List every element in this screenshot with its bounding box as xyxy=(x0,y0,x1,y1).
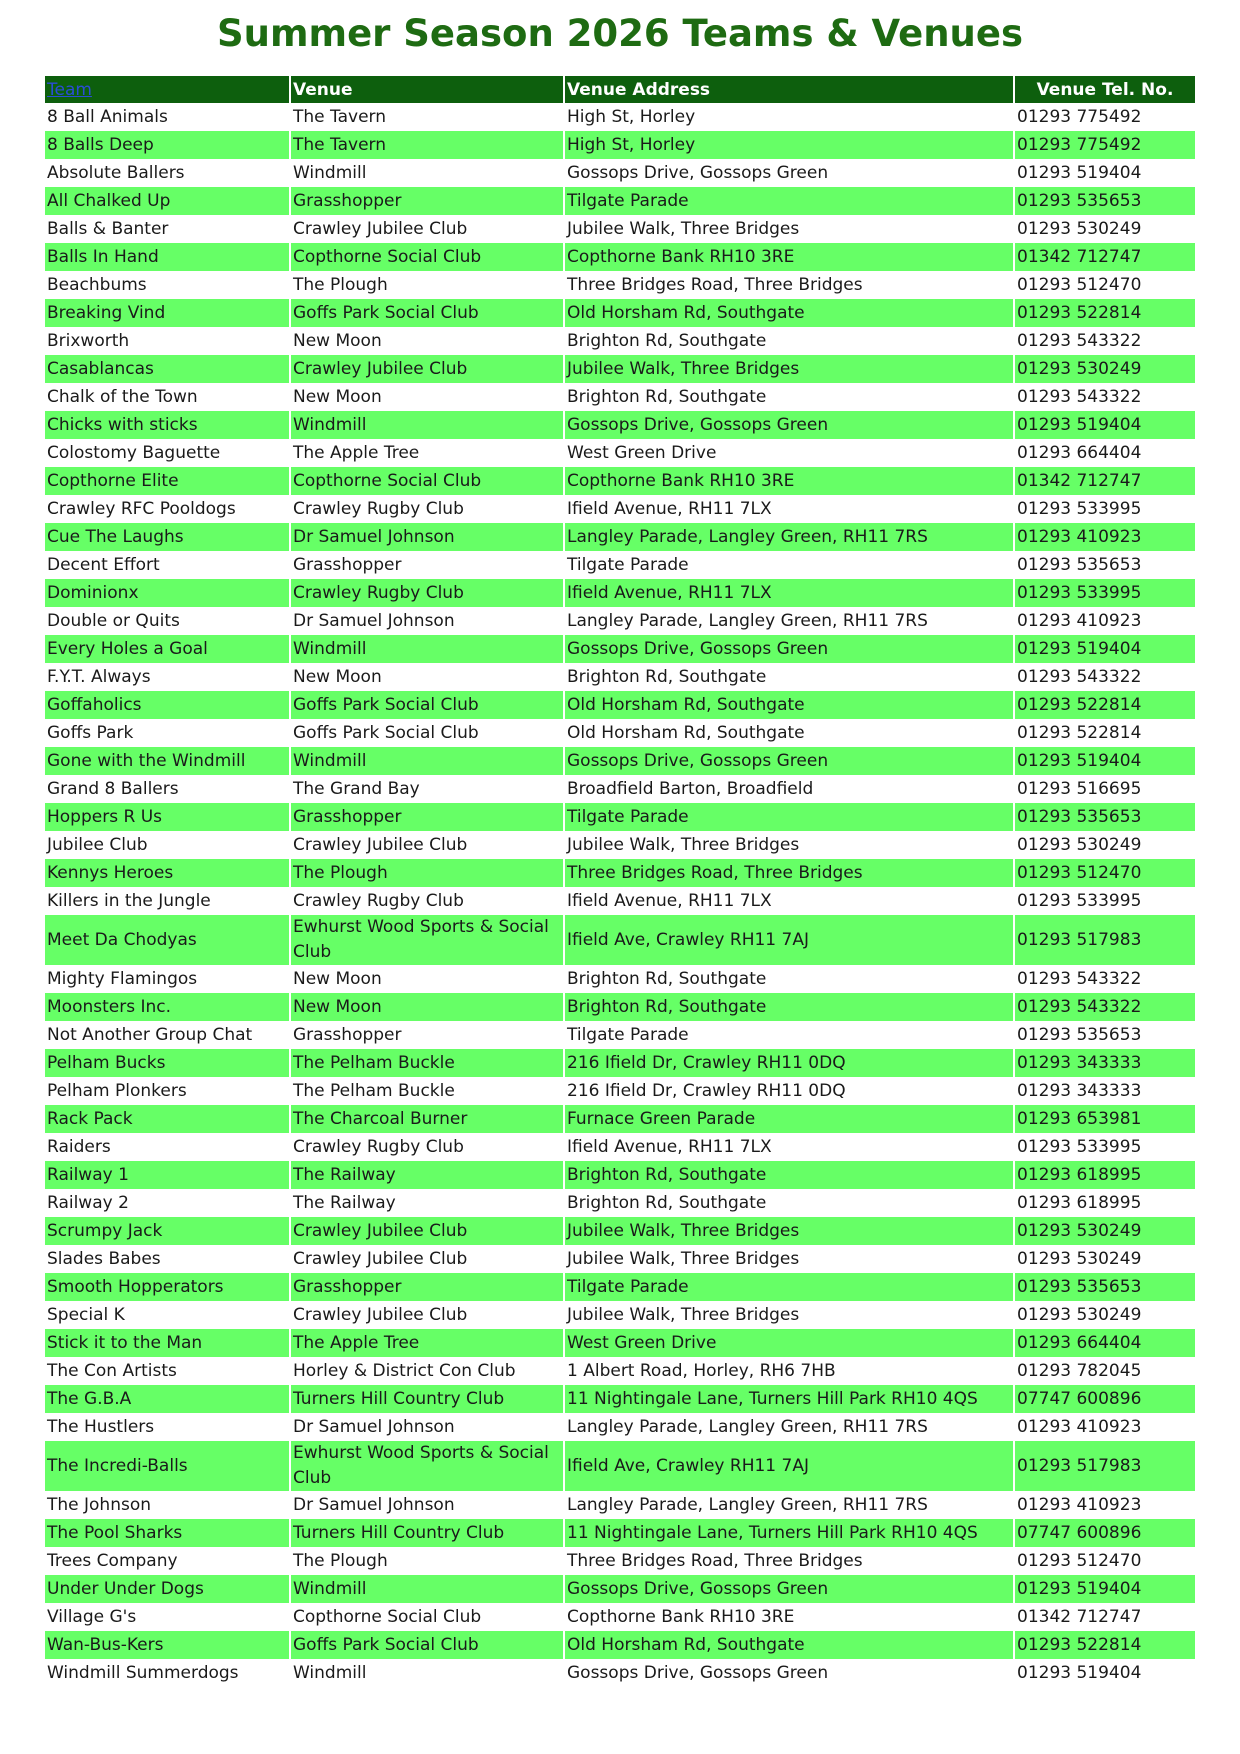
table-row xyxy=(45,1189,1195,1217)
table-row xyxy=(45,1575,1195,1603)
address-cell: Tilgate Parade xyxy=(564,551,1014,579)
address-cell: Tilgate Parade xyxy=(564,187,1014,215)
table-row xyxy=(45,1105,1195,1133)
venue-cell: Crawley Jubilee Club xyxy=(290,831,564,859)
tel-cell: 01293 343333 xyxy=(1014,1049,1195,1077)
table-row xyxy=(45,1077,1195,1105)
team-cell: Kennys Heroes xyxy=(45,859,290,887)
address-cell: 216 Ifield Dr, Crawley RH11 0DQ xyxy=(564,1077,1014,1105)
address-cell: Old Horsham Rd, Southgate xyxy=(564,1631,1014,1659)
team-cell: Gone with the Windmill xyxy=(45,747,290,775)
tel-cell: 01293 512470 xyxy=(1014,859,1195,887)
tel-cell: 01293 343333 xyxy=(1017,1080,1142,1101)
venue-cell: Dr Samuel Johnson xyxy=(290,607,564,635)
table-row xyxy=(45,1273,1195,1301)
team-cell: Cue The Laughs xyxy=(45,523,290,551)
table-row xyxy=(45,1021,1195,1049)
address-cell: Ifield Avenue, RH11 7LX xyxy=(564,1133,1014,1161)
venue-cell: The Plough xyxy=(290,859,564,887)
team-cell: Goffaholics xyxy=(45,691,290,719)
venue-cell: Grasshopper xyxy=(290,551,564,579)
tel-cell: 01293 522814 xyxy=(1017,722,1142,743)
table-row xyxy=(45,187,1195,215)
venue-cell: Horley & District Con Club xyxy=(290,1357,564,1385)
venue-cell: Goffs Park Social Club xyxy=(290,691,564,719)
address-cell: Copthorne Bank RH10 3RE xyxy=(564,467,1014,495)
table-row xyxy=(45,747,1195,775)
address-cell: Old Horsham Rd, Southgate xyxy=(564,719,1014,747)
venue-cell: Grasshopper xyxy=(290,1021,564,1049)
tel-cell: 01293 535653 xyxy=(1017,1024,1142,1045)
team-cell: Not Another Group Chat xyxy=(45,1021,290,1049)
venue-cell: Crawley Jubilee Club xyxy=(290,215,564,243)
team-cell: The Johnson xyxy=(45,1491,290,1519)
team-cell: Stick it to the Man xyxy=(45,1329,290,1357)
team-cell: Under Under Dogs xyxy=(45,1575,290,1603)
address-cell: Ifield Avenue, RH11 7LX xyxy=(564,495,1014,523)
team-cell: Crawley RFC Pooldogs xyxy=(45,495,290,523)
table-row xyxy=(45,243,1195,271)
tel-cell: 01293 535653 xyxy=(1014,803,1195,831)
team-cell: Scrumpy Jack xyxy=(45,1217,290,1245)
tel-cell: 01293 543322 xyxy=(1017,386,1142,407)
address-cell: Brighton Rd, Southgate xyxy=(564,993,1014,1021)
venue-cell: New Moon xyxy=(290,663,564,691)
team-cell: Brixworth xyxy=(45,327,290,355)
column-header-tel: Venue Tel. No. xyxy=(1014,76,1195,103)
team-cell: 8 Ball Animals xyxy=(45,103,290,131)
tel-cell: 01293 519404 xyxy=(1017,162,1142,183)
venue-cell: Turners Hill Country Club xyxy=(290,1519,564,1547)
table-row xyxy=(45,1301,1195,1329)
venue-cell: Grasshopper xyxy=(290,187,564,215)
venue-cell: Copthorne Social Club xyxy=(290,467,564,495)
venue-cell: Windmill xyxy=(290,411,564,439)
table-row xyxy=(45,551,1195,579)
tel-cell: 01293 543322 xyxy=(1017,968,1142,989)
address-cell: High St, Horley xyxy=(564,103,1014,131)
address-cell: Ifield Avenue, RH11 7LX xyxy=(564,579,1014,607)
table-row xyxy=(45,993,1195,1021)
address-cell: Brighton Rd, Southgate xyxy=(564,1161,1014,1189)
tel-cell: 01293 522814 xyxy=(1014,1631,1195,1659)
team-cell: Pelham Plonkers xyxy=(45,1077,290,1105)
tel-cell: 01293 516695 xyxy=(1017,778,1142,799)
tel-cell: 01293 533995 xyxy=(1014,579,1195,607)
team-cell: Hoppers R Us xyxy=(45,803,290,831)
tel-cell: 01293 530249 xyxy=(1014,355,1195,383)
address-cell: 11 Nightingale Lane, Turners Hill Park RH10 4QS xyxy=(564,1519,1014,1547)
address-cell: Gossops Drive, Gossops Green xyxy=(564,1659,1014,1687)
team-cell: The G.B.A xyxy=(45,1385,290,1413)
team-cell: Meet Da Chodyas xyxy=(45,915,290,965)
team-cell: Balls In Hand xyxy=(45,243,290,271)
address-cell: Jubilee Walk, Three Bridges xyxy=(564,355,1014,383)
column-header-team[interactable]: Team xyxy=(45,76,290,103)
team-cell: Double or Quits xyxy=(45,607,290,635)
venue-cell: New Moon xyxy=(290,993,564,1021)
address-cell: Langley Parade, Langley Green, RH11 7RS xyxy=(564,1413,1014,1441)
tel-cell: 01293 782045 xyxy=(1017,1360,1142,1381)
venue-cell: New Moon xyxy=(290,383,564,411)
table-row xyxy=(45,1519,1195,1547)
table-row xyxy=(45,1603,1195,1631)
table-row xyxy=(45,719,1195,747)
address-cell: Broadfield Barton, Broadfield xyxy=(564,775,1014,803)
team-cell: Slades Babes xyxy=(45,1245,290,1273)
address-cell: Langley Parade, Langley Green, RH11 7RS xyxy=(564,523,1014,551)
venue-cell: The Plough xyxy=(290,271,564,299)
tel-cell: 01293 618995 xyxy=(1017,1192,1142,1213)
column-header-address: Venue Address xyxy=(564,76,1014,103)
address-cell: Tilgate Parade xyxy=(564,1021,1014,1049)
team-cell: Chicks with sticks xyxy=(45,411,290,439)
venue-cell: Dr Samuel Johnson xyxy=(290,1491,564,1519)
table-row xyxy=(45,215,1195,243)
table-row xyxy=(45,299,1195,327)
tel-cell: 01342 712747 xyxy=(1014,467,1195,495)
table-row xyxy=(45,271,1195,299)
table-row xyxy=(45,439,1195,467)
address-cell: Brighton Rd, Southgate xyxy=(564,663,1014,691)
team-cell: Rack Pack xyxy=(45,1105,290,1133)
team-cell: Breaking Vind xyxy=(45,299,290,327)
table-row xyxy=(45,1441,1195,1491)
tel-cell: 07747 600896 xyxy=(1014,1519,1195,1547)
address-cell: West Green Drive xyxy=(564,439,1014,467)
team-cell: Railway 1 xyxy=(45,1161,290,1189)
tel-cell: 01293 519404 xyxy=(1014,635,1195,663)
table-row xyxy=(45,775,1195,803)
team-cell: Railway 2 xyxy=(45,1189,290,1217)
tel-cell: 01293 519404 xyxy=(1014,411,1195,439)
tel-cell: 01293 775492 xyxy=(1017,106,1142,127)
address-cell: Jubilee Walk, Three Bridges xyxy=(564,1301,1014,1329)
tel-cell: 01293 410923 xyxy=(1017,1494,1142,1515)
table-row xyxy=(45,607,1195,635)
address-cell: Gossops Drive, Gossops Green xyxy=(564,159,1014,187)
table-row xyxy=(45,327,1195,355)
address-cell: Jubilee Walk, Three Bridges xyxy=(564,1245,1014,1273)
table-row xyxy=(45,355,1195,383)
tel-cell: 01293 522814 xyxy=(1014,691,1195,719)
venue-cell: The Grand Bay xyxy=(290,775,564,803)
team-cell: Mighty Flamingos xyxy=(45,965,290,993)
venue-cell: Crawley Rugby Club xyxy=(290,495,564,523)
team-cell: Windmill Summerdogs xyxy=(45,1659,290,1687)
address-cell: Ifield Ave, Crawley RH11 7AJ xyxy=(564,915,1014,965)
address-cell: Old Horsham Rd, Southgate xyxy=(564,691,1014,719)
tel-cell: 01293 517983 xyxy=(1014,1441,1195,1491)
tel-cell: 01293 543322 xyxy=(1017,330,1142,351)
table-row xyxy=(45,1357,1195,1385)
table-row xyxy=(45,131,1195,159)
tel-cell: 01293 775492 xyxy=(1014,131,1195,159)
team-cell: Colostomy Baguette xyxy=(45,439,290,467)
address-cell: Langley Parade, Langley Green, RH11 7RS xyxy=(564,607,1014,635)
venue-cell: Grasshopper xyxy=(290,1273,564,1301)
tel-cell: 01342 712747 xyxy=(1014,243,1195,271)
table-row xyxy=(45,803,1195,831)
address-cell: Brighton Rd, Southgate xyxy=(564,1189,1014,1217)
tel-cell: 01293 618995 xyxy=(1014,1161,1195,1189)
tel-cell: 01293 664404 xyxy=(1014,1329,1195,1357)
team-cell: F.Y.T. Always xyxy=(45,663,290,691)
address-cell: Furnace Green Parade xyxy=(564,1105,1014,1133)
team-cell: Grand 8 Ballers xyxy=(45,775,290,803)
venue-cell: Dr Samuel Johnson xyxy=(290,523,564,551)
venue-cell: Crawley Jubilee Club xyxy=(290,1217,564,1245)
team-cell: All Chalked Up xyxy=(45,187,290,215)
team-cell: The Pool Sharks xyxy=(45,1519,290,1547)
address-cell: High St, Horley xyxy=(564,131,1014,159)
address-cell: 216 Ifield Dr, Crawley RH11 0DQ xyxy=(564,1049,1014,1077)
table-row xyxy=(45,159,1195,187)
team-cell: The Con Artists xyxy=(45,1357,290,1385)
tel-cell: 01293 519404 xyxy=(1014,747,1195,775)
address-cell: Jubilee Walk, Three Bridges xyxy=(564,1217,1014,1245)
venue-cell: Windmill xyxy=(290,159,564,187)
tel-cell: 01293 533995 xyxy=(1017,498,1142,519)
team-cell: Jubilee Club xyxy=(45,831,290,859)
team-cell: Dominionx xyxy=(45,579,290,607)
address-cell: Tilgate Parade xyxy=(564,803,1014,831)
table-row xyxy=(45,1049,1195,1077)
table-row xyxy=(45,579,1195,607)
venue-cell: The Pelham Buckle xyxy=(290,1049,564,1077)
table-row xyxy=(45,1413,1195,1441)
venue-cell: Windmill xyxy=(290,747,564,775)
address-cell: 1 Albert Road, Horley, RH6 7HB xyxy=(564,1357,1014,1385)
table-header-row xyxy=(45,76,1195,103)
table-row xyxy=(45,663,1195,691)
tel-cell: 01293 535653 xyxy=(1014,1273,1195,1301)
table-row xyxy=(45,831,1195,859)
table-row xyxy=(45,1245,1195,1273)
venue-cell: The Railway xyxy=(290,1161,564,1189)
address-cell: West Green Drive xyxy=(564,1329,1014,1357)
table-row xyxy=(45,1385,1195,1413)
team-cell: Beachbums xyxy=(45,271,290,299)
table-row xyxy=(45,965,1195,993)
tel-cell: 01293 530249 xyxy=(1017,218,1142,239)
address-cell: Copthorne Bank RH10 3RE xyxy=(564,1603,1014,1631)
venue-cell: Windmill xyxy=(290,635,564,663)
team-cell: Balls & Banter xyxy=(45,215,290,243)
tel-cell: 01293 410923 xyxy=(1014,523,1195,551)
address-cell: Brighton Rd, Southgate xyxy=(564,327,1014,355)
venue-cell: Ewhurst Wood Sports & Social Club xyxy=(290,915,564,965)
tel-cell: 01293 535653 xyxy=(1017,554,1142,575)
team-cell: 8 Balls Deep xyxy=(45,131,290,159)
address-cell: Three Bridges Road, Three Bridges xyxy=(564,271,1014,299)
team-cell: Moonsters Inc. xyxy=(45,993,290,1021)
tel-cell: 01293 512470 xyxy=(1017,1550,1142,1571)
team-cell: The Incredi-Balls xyxy=(45,1441,290,1491)
table-row xyxy=(45,523,1195,551)
venue-cell: Dr Samuel Johnson xyxy=(290,1413,564,1441)
venue-cell: New Moon xyxy=(290,965,564,993)
address-cell: Ifield Avenue, RH11 7LX xyxy=(564,887,1014,915)
tel-cell: 01293 533995 xyxy=(1017,1136,1142,1157)
venue-cell: Grasshopper xyxy=(290,803,564,831)
venue-cell: Copthorne Social Club xyxy=(290,1603,564,1631)
teams-venues-table xyxy=(45,76,1195,1687)
table-row xyxy=(45,383,1195,411)
table-row xyxy=(45,859,1195,887)
tel-cell: 01293 653981 xyxy=(1014,1105,1195,1133)
venue-cell: Copthorne Social Club xyxy=(290,243,564,271)
tel-cell: 01293 543322 xyxy=(1014,993,1195,1021)
tel-cell: 01293 519404 xyxy=(1014,1575,1195,1603)
address-cell: Ifield Ave, Crawley RH11 7AJ xyxy=(564,1441,1014,1491)
venue-cell: Goffs Park Social Club xyxy=(290,719,564,747)
venue-cell: Windmill xyxy=(290,1575,564,1603)
venue-cell: Ewhurst Wood Sports & Social Club xyxy=(290,1441,564,1491)
address-cell: Jubilee Walk, Three Bridges xyxy=(564,831,1014,859)
venue-cell: Crawley Rugby Club xyxy=(290,579,564,607)
tel-cell: 01293 517983 xyxy=(1014,915,1195,965)
tel-cell: 01293 530249 xyxy=(1014,1217,1195,1245)
address-cell: Gossops Drive, Gossops Green xyxy=(564,747,1014,775)
team-cell: Trees Company xyxy=(45,1547,290,1575)
address-cell: Three Bridges Road, Three Bridges xyxy=(564,1547,1014,1575)
venue-cell: The Railway xyxy=(290,1189,564,1217)
team-cell: Casablancas xyxy=(45,355,290,383)
column-header-venue: Venue xyxy=(290,76,564,103)
table-row xyxy=(45,1329,1195,1357)
venue-cell: The Tavern xyxy=(290,131,564,159)
team-cell: Goffs Park xyxy=(45,719,290,747)
table-row xyxy=(45,467,1195,495)
tel-cell: 01342 712747 xyxy=(1017,1606,1142,1627)
address-cell: Tilgate Parade xyxy=(564,1273,1014,1301)
table-row xyxy=(45,1491,1195,1519)
venue-cell: The Pelham Buckle xyxy=(290,1077,564,1105)
address-cell: Gossops Drive, Gossops Green xyxy=(564,411,1014,439)
address-cell: Brighton Rd, Southgate xyxy=(564,965,1014,993)
tel-cell: 01293 512470 xyxy=(1017,274,1142,295)
venue-cell: The Apple Tree xyxy=(290,1329,564,1357)
tel-cell: 01293 664404 xyxy=(1017,442,1142,463)
table-row xyxy=(45,915,1195,965)
team-cell: Copthorne Elite xyxy=(45,467,290,495)
page-title: Summer Season 2026 Teams & Venues xyxy=(216,12,1024,55)
address-cell: Jubilee Walk, Three Bridges xyxy=(564,215,1014,243)
team-cell: Chalk of the Town xyxy=(45,383,290,411)
tel-cell: 01293 410923 xyxy=(1017,610,1142,631)
team-cell: Village G's xyxy=(45,1603,290,1631)
tel-cell: 01293 533995 xyxy=(1017,890,1142,911)
venue-cell: New Moon xyxy=(290,327,564,355)
address-cell: Gossops Drive, Gossops Green xyxy=(564,635,1014,663)
tel-cell: 01293 543322 xyxy=(1017,666,1142,687)
team-cell: Killers in the Jungle xyxy=(45,887,290,915)
tel-cell: 07747 600896 xyxy=(1014,1385,1195,1413)
table-row xyxy=(45,1161,1195,1189)
team-cell: Absolute Ballers xyxy=(45,159,290,187)
venue-cell: Crawley Rugby Club xyxy=(290,887,564,915)
team-cell: Pelham Bucks xyxy=(45,1049,290,1077)
table-body xyxy=(45,103,1195,1687)
team-cell: Special K xyxy=(45,1301,290,1329)
table-row xyxy=(45,411,1195,439)
table-row xyxy=(45,887,1195,915)
table-row xyxy=(45,495,1195,523)
table-row xyxy=(45,635,1195,663)
venue-cell: Crawley Jubilee Club xyxy=(290,1301,564,1329)
table-row xyxy=(45,1659,1195,1687)
venue-cell: The Plough xyxy=(290,1547,564,1575)
venue-cell: The Tavern xyxy=(290,103,564,131)
table-row xyxy=(45,1133,1195,1161)
table-row xyxy=(45,1217,1195,1245)
venue-cell: Crawley Jubilee Club xyxy=(290,1245,564,1273)
address-cell: Gossops Drive, Gossops Green xyxy=(564,1575,1014,1603)
table-row xyxy=(45,1631,1195,1659)
tel-cell: 01293 410923 xyxy=(1017,1416,1142,1437)
address-cell: Old Horsham Rd, Southgate xyxy=(564,299,1014,327)
tel-cell: 01293 535653 xyxy=(1014,187,1195,215)
address-cell: Three Bridges Road, Three Bridges xyxy=(564,859,1014,887)
team-cell: Every Holes a Goal xyxy=(45,635,290,663)
address-cell: Langley Parade, Langley Green, RH11 7RS xyxy=(564,1491,1014,1519)
venue-cell: Goffs Park Social Club xyxy=(290,1631,564,1659)
team-cell: Raiders xyxy=(45,1133,290,1161)
tel-cell: 01293 530249 xyxy=(1017,1248,1142,1269)
venue-cell: Crawley Rugby Club xyxy=(290,1133,564,1161)
tel-cell: 01293 530249 xyxy=(1017,1304,1142,1325)
venue-cell: Turners Hill Country Club xyxy=(290,1385,564,1413)
venue-cell: Goffs Park Social Club xyxy=(290,299,564,327)
venue-cell: Crawley Jubilee Club xyxy=(290,355,564,383)
table-row xyxy=(45,691,1195,719)
team-cell: Decent Effort xyxy=(45,551,290,579)
venue-cell: The Charcoal Burner xyxy=(290,1105,564,1133)
venue-cell: Windmill xyxy=(290,1659,564,1687)
team-cell: The Hustlers xyxy=(45,1413,290,1441)
tel-cell: 01293 519404 xyxy=(1017,1662,1142,1683)
address-cell: Brighton Rd, Southgate xyxy=(564,383,1014,411)
address-cell: Copthorne Bank RH10 3RE xyxy=(564,243,1014,271)
address-cell: 11 Nightingale Lane, Turners Hill Park RH10 4QS xyxy=(564,1385,1014,1413)
table-row xyxy=(45,103,1195,131)
tel-cell: 01293 522814 xyxy=(1014,299,1195,327)
team-cell: Smooth Hopperators xyxy=(45,1273,290,1301)
team-cell: Wan-Bus-Kers xyxy=(45,1631,290,1659)
venue-cell: The Apple Tree xyxy=(290,439,564,467)
table-row xyxy=(45,1547,1195,1575)
tel-cell: 01293 530249 xyxy=(1017,834,1142,855)
